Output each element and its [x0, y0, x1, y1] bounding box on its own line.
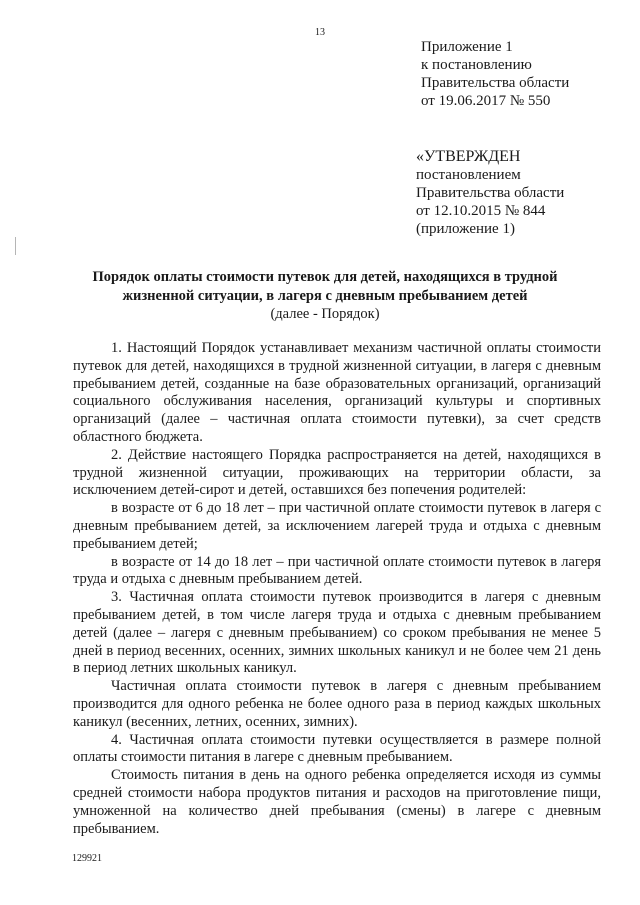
approved-line: от 12.10.2015 № 844 — [416, 203, 546, 219]
appendix-line: к постановлению — [421, 57, 532, 73]
document-code: 129921 — [72, 853, 102, 864]
paragraph: в возрасте от 14 до 18 лет – при частичной оплате стоимости путевок в лагеря труда и отдыха с дневным пребыванием детей. — [73, 553, 601, 588]
appendix-line: от 19.06.2017 № 550 — [421, 93, 551, 109]
approval-stamp-text — [416, 148, 564, 238]
scan-artifact — [15, 237, 16, 255]
paragraph: Стоимость питания в день на одного ребенка определяется исходя из суммы средней стоимости набора продуктов питания и расходов на приготовление пищи, умноженной на количество дней пребывания (смены) в лагере с дневным пребыванием. — [73, 767, 601, 837]
approved-line: постановлением — [416, 167, 521, 183]
paragraph: 4. Частичная оплата стоимости путевки осуществляется в размере полной оплаты стоимости питания в лагере с дневным пребыванием. — [73, 731, 601, 766]
approved-heading: «УТВЕРЖДЕН — [416, 148, 521, 165]
appendix-line: Приложение 1 — [421, 39, 513, 55]
appendix-line: Правительства области — [421, 75, 570, 91]
appendix-reference — [421, 38, 569, 110]
paragraph: Частичная оплата стоимости путевок в лагеря с дневным пребыванием производится для одного ребенка не более одного раза в период каждых школьных каникул (весенних, летних, осенних, зимних). — [73, 678, 601, 730]
paragraph: 2. Действие настоящего Порядка распространяется на детей, находящихся в трудной жизненной ситуации, проживающих на территории области, за исключением детей-сирот и детей, оставшихся без попечения родителей: — [73, 446, 601, 499]
document-subtitle: (далее - Порядок) — [270, 306, 380, 322]
paragraph: в возрасте от 6 до 18 лет – при частичной оплате стоимости путевок в лагеря с дневным пребыванием детей, за исключением лагерей труда и отдыха с дневным пребыванием детей; — [73, 500, 601, 552]
document-title: Порядок оплаты стоимости путевок для детей, находящихся в трудной жизненной ситуации, в лагеря с дневным пребыванием детей — [92, 269, 558, 304]
approved-line: (приложение 1) — [416, 221, 515, 237]
approved-line: Правительства области — [416, 185, 565, 201]
document-body — [73, 340, 601, 838]
paragraph: 1. Настоящий Порядок устанавливает механизм частичной оплаты стоимости путевок для детей, находящихся в трудной жизненной ситуации, в лагеря с дневным пребыванием детей, созданные на базе образовательных организаций, организаций социального обслуживания населения, организаций культуры и спортивных организаций (далее – частичная оплата стоимости путевки), за счет средств областного бюджета. — [73, 340, 601, 445]
paragraph: 3. Частичная оплата стоимости путевок производится в лагеря с дневным пребыванием детей, в том числе лагеря труда и отдыха с дневным пребыванием детей (далее – лагеря с дневным пребыванием) со сроком пребывания не менее 5 дней в период весенних, осенних, зимних школьных каникул и не более чем 21 день в период летних школьных каникул. — [73, 589, 601, 677]
page-number: 13 — [315, 27, 325, 38]
